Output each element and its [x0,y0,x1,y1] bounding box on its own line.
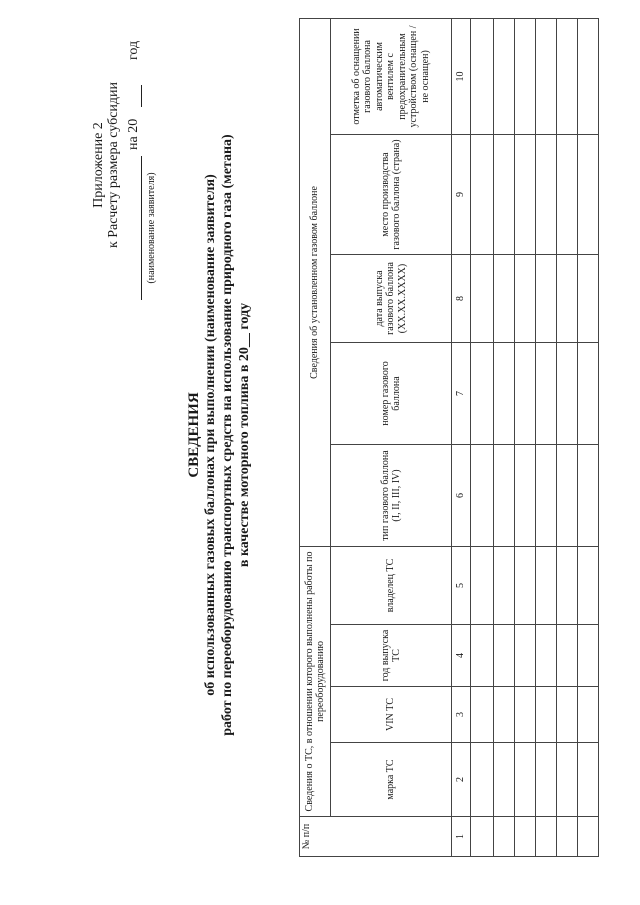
column-number: 2 [452,743,471,817]
table-cell[interactable] [494,254,515,342]
table-cell[interactable] [494,817,515,857]
heading-line-2: работ по переоборудованию транспортных средств на использование природного газа (метана) [220,134,235,736]
column-number: 6 [452,444,471,546]
table-cell[interactable] [557,687,578,743]
table-cell[interactable] [578,743,599,817]
table-cell[interactable] [536,817,557,857]
table-row [471,18,494,856]
table-cell[interactable] [578,18,599,134]
table-cell[interactable] [494,743,515,817]
header-cylinder-type: тип газового баллона (I, II, III, IV) [331,444,452,546]
table-cell[interactable] [578,625,599,687]
table-cell[interactable] [578,342,599,444]
table-cell[interactable] [536,743,557,817]
table-cell[interactable] [494,18,515,134]
table-cell[interactable] [515,743,536,817]
table-cell[interactable] [515,444,536,546]
table-cell[interactable] [471,18,494,134]
table-cell[interactable] [471,687,494,743]
column-number: 4 [452,625,471,687]
column-number: 5 [452,546,471,624]
table-cell[interactable] [557,743,578,817]
table-cell[interactable] [471,134,494,254]
header-cylinder-date: дата выпуска газового баллона (XX.XX.XXXX) [331,254,452,342]
heading-line-3: в качестве моторного топлива в 20__ году [237,302,252,568]
table-cell[interactable] [557,254,578,342]
table-cell[interactable] [536,134,557,254]
table-cell[interactable] [578,134,599,254]
table-cell[interactable] [471,254,494,342]
year-suffix: год [126,40,141,60]
table-cell[interactable] [557,444,578,546]
table-cell[interactable] [557,134,578,254]
table-row [494,18,515,856]
year-prefix: на 20 [126,118,141,150]
table-cell[interactable] [557,546,578,624]
column-number: 1 [452,817,471,857]
header-row-number: № п/п [300,817,452,857]
applicant-year-line [126,0,144,300]
header-vehicle-owner: владелец ТС [331,546,452,624]
year-blank [141,85,142,107]
header-cylinder-number: номер газового баллона [331,342,452,444]
header-vin: VIN ТС [331,687,452,743]
header-cylinder-group: Сведения об установленном газовом баллоне [300,18,331,546]
table-cell[interactable] [536,342,557,444]
document-title: СВЕДЕНИЯ [186,392,202,478]
table-cell[interactable] [515,18,536,134]
applicant-name-blank [141,156,142,300]
column-number: 3 [452,687,471,743]
table-cell[interactable] [536,444,557,546]
column-number: 9 [452,134,471,254]
table-cell[interactable] [515,546,536,624]
table-row [578,18,599,856]
column-number: 7 [452,342,471,444]
cylinders-table [299,18,599,857]
table-cell[interactable] [471,743,494,817]
header-cylinder-country: место производства газового баллона (страна) [331,134,452,254]
table-cell[interactable] [578,817,599,857]
table-cell[interactable] [494,687,515,743]
table-body [471,18,599,856]
table-cell[interactable] [494,444,515,546]
table-cell[interactable] [536,18,557,134]
table-cell[interactable] [578,444,599,546]
table-cell[interactable] [557,18,578,134]
table-cell[interactable] [471,342,494,444]
header-vehicle-year: год выпуска ТС [331,625,452,687]
applicant-caption: (наименование заявителя) [146,172,157,284]
table-cell[interactable] [578,687,599,743]
table-cell[interactable] [536,625,557,687]
table-cell[interactable] [578,254,599,342]
table-row [557,18,578,856]
table-cell[interactable] [515,134,536,254]
table-cell[interactable] [536,546,557,624]
table-cell[interactable] [557,625,578,687]
table-cell[interactable] [471,625,494,687]
header-valve-mark: отметка об оснащении газового баллона автоматическим вентилем с предохранительным устройством (оснащен /не оснащен) [331,18,452,134]
table-cell[interactable] [536,687,557,743]
table-cell[interactable] [494,546,515,624]
heading-line-1: об использованных газовых баллонах при выполнении (наименование заявителя) [203,174,218,696]
table-cell[interactable] [578,546,599,624]
table-cell[interactable] [557,342,578,444]
table-cell[interactable] [515,687,536,743]
table-cell[interactable] [471,817,494,857]
table-row [536,18,557,856]
column-number: 8 [452,254,471,342]
table-cell[interactable] [515,625,536,687]
table-cell[interactable] [557,817,578,857]
table-row [515,18,536,856]
table-cell[interactable] [536,254,557,342]
header-vehicle-group: Сведения о ТС, в отношении которого выполнены работы по переоборудованию [300,546,331,816]
table-cell[interactable] [471,546,494,624]
appendix-line-2: к Расчету размера субсидии [106,81,121,249]
column-number: 10 [452,18,471,134]
header-vehicle-brand: марка ТС [331,743,452,817]
appendix-line-1: Приложение 2 [91,122,106,208]
table-cell[interactable] [515,817,536,857]
table-cell[interactable] [515,254,536,342]
table-cell[interactable] [515,342,536,444]
table-cell[interactable] [494,625,515,687]
table-cell[interactable] [471,444,494,546]
table-cell[interactable] [494,134,515,254]
table-cell[interactable] [494,342,515,444]
